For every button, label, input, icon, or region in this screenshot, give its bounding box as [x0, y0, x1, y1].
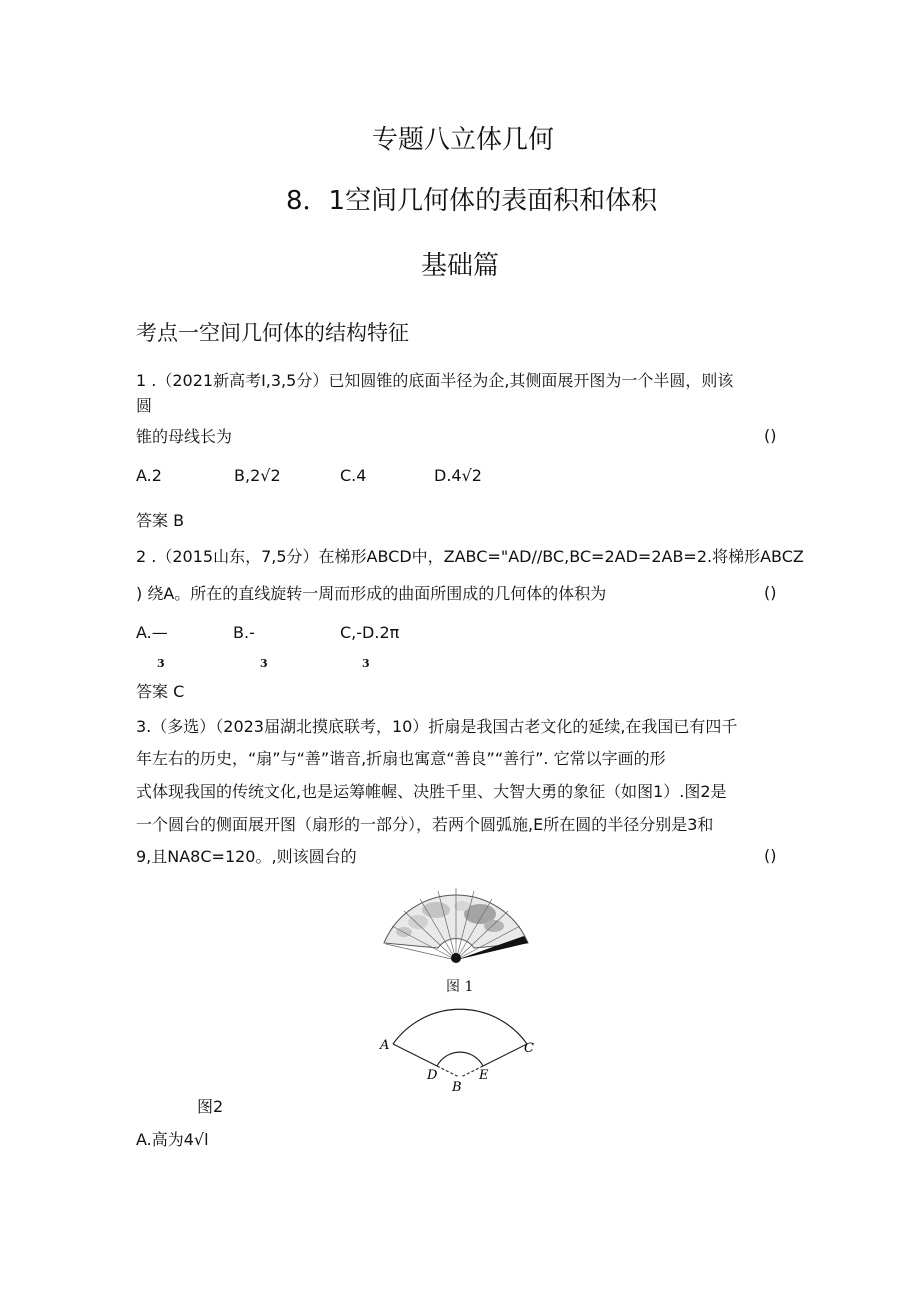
q3-answer-bracket: () [764, 846, 777, 865]
q3-line2: 年左右的历史，“扇”与“善”谐音,折扇也寓意“善良”“善行”. 它常以字画的形 [136, 749, 666, 768]
inner-arc [437, 1052, 483, 1066]
q2-option-cd: C,-D.2π [340, 623, 400, 642]
q2-answer-bracket: () [764, 583, 777, 602]
q2-denominator-b: 3 [260, 657, 268, 670]
q2-denominator-c: 3 [362, 657, 370, 670]
q3-option-a: A.高为4√l [136, 1130, 209, 1149]
chapter-title: 专题八立体几何 [372, 125, 555, 155]
q2-line2: ) 绕A。所在的直线旋转一周而形成的曲面所围成的几何体的体积为 [136, 584, 607, 603]
q3-line5: 9,且NA8C=120。,则该圆台的 [136, 847, 357, 866]
q3-line1: 3.（多选）（2023届湖北摸底联考，10）折扇是我国古老文化的延续,在我国已有四千 [136, 717, 738, 736]
q1-answer: 答案 B [136, 511, 185, 530]
label-A: A [380, 1038, 390, 1053]
q2-option-a: A.— [136, 623, 168, 642]
label-C: C [524, 1041, 534, 1056]
q2-denominator-a: 3 [157, 657, 165, 670]
q1-line2: 圆 [136, 396, 153, 415]
q1-line1: 1 .（2021新高考I,3,5分）已知圆锥的底面半径为企,其侧面展开图为一个半圆，则该 [136, 371, 734, 390]
level-title: 基础篇 [421, 251, 500, 281]
figure2-caption: 图2 [197, 1097, 224, 1116]
label-B: B [452, 1080, 462, 1095]
sector-diagram [376, 1000, 540, 1096]
label-D: D [427, 1068, 438, 1083]
fan-illustration [378, 886, 534, 966]
outer-arc [393, 1009, 527, 1044]
q2-option-b: B.- [233, 623, 255, 642]
section-title: 8．1空间几何体的表面积和体积 [286, 186, 658, 216]
q2-line1: 2 .（2015山东，7,5分）在梯形ABCD中，ZABC="AD//BC,BC=2AD=2AB=2.将梯形ABCZ [136, 547, 804, 566]
q3-line3: 式体现我国的传统文化,也是运筹帷幄、决胜千里、大智大勇的象征（如图1）.图2是 [136, 782, 727, 801]
figure1-caption: 图 1 [446, 979, 474, 995]
label-E: E [479, 1068, 489, 1083]
q1-option-b: B,2√2 [234, 466, 281, 485]
q2-answer: 答案 C [136, 682, 185, 701]
topic-heading: 考点一空间几何体的结构特征 [136, 321, 409, 345]
q1-line3: 锥的母线长为 [136, 427, 233, 446]
q1-option-c: C.4 [340, 466, 367, 485]
q1-option-d: D.4√2 [434, 466, 482, 485]
q1-answer-bracket: () [764, 426, 777, 445]
q1-option-a: A.2 [136, 466, 162, 485]
q3-line4: 一个圆台的侧面展开图（扇形的一部分），若两个圆弧施,E所在圆的半径分别是3和 [136, 815, 714, 834]
